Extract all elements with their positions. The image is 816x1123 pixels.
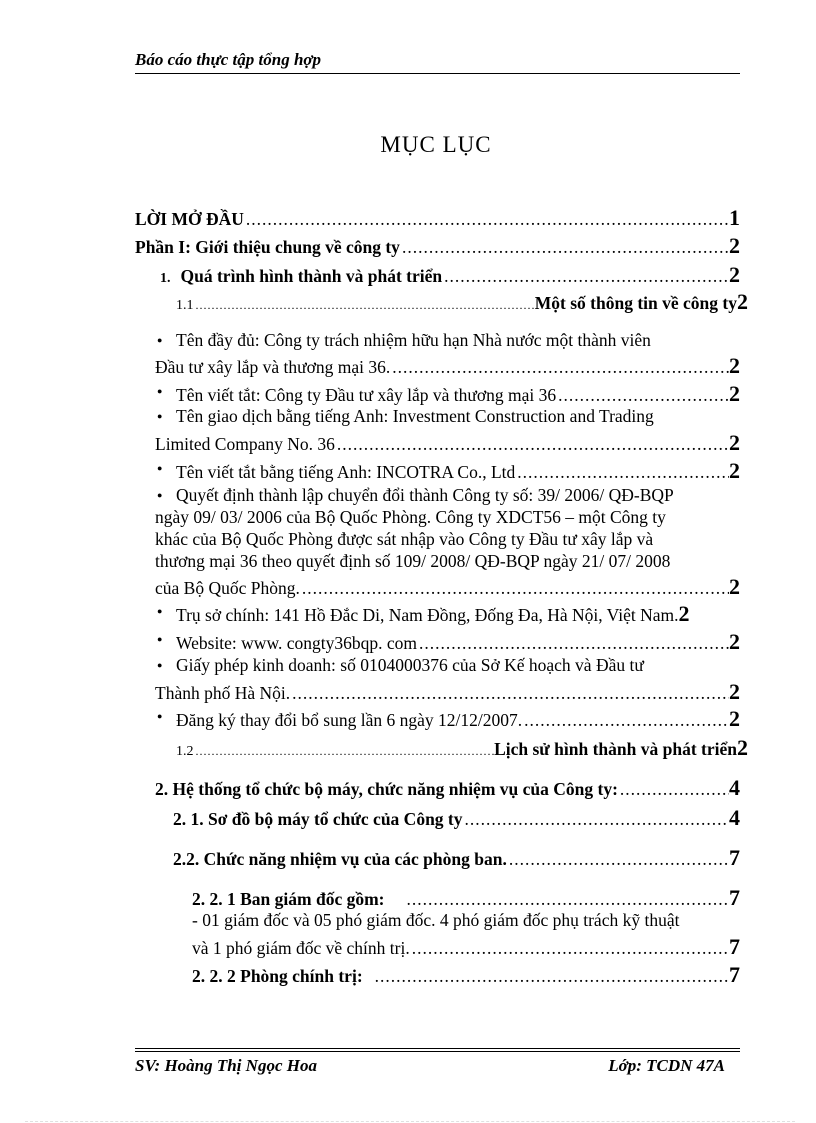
- toc-entry-headquarters[interactable]: [176, 601, 745, 627]
- toc-entry-part-1[interactable]: [135, 233, 740, 259]
- toc-entry-2-2-2[interactable]: [192, 962, 740, 988]
- toc-entry-2-2[interactable]: [173, 845, 740, 871]
- toc-entry-label: LỜI MỞ ĐẦU: [135, 209, 244, 229]
- page-header: Báo cáo thực tập tổng hợp: [135, 50, 740, 74]
- leader-dots: [244, 209, 729, 230]
- toc-entry-label: 2.2. Chức năng nhiệm vụ của các phòng ban.: [173, 849, 507, 869]
- toc-bullet-line: ● Tên đầy đủ: Công ty trách nhiệm hữu hạn Nhà nước một thành viên: [176, 330, 651, 351]
- toc-entry-decision[interactable]: [155, 574, 740, 600]
- leader-dots: [400, 237, 729, 258]
- toc-text-line: khác của Bộ Quốc Phòng được sát nhập vào Công ty Đầu tư xây lắp và: [155, 529, 654, 549]
- toc-entry-label: Limited Company No. 36: [155, 434, 335, 454]
- leader-dots: [390, 357, 729, 378]
- toc-page-number: 2: [729, 381, 740, 406]
- leader-dots: [515, 462, 729, 483]
- toc-entry-website[interactable]: [176, 629, 740, 655]
- toc-entry-intro[interactable]: [135, 205, 740, 231]
- toc-page-number: 7: [729, 962, 740, 987]
- toc-text-line: ngày 09/ 03/ 2006 của Bộ Quốc Phòng. Công ty XDCT56 – một Công ty: [155, 507, 666, 527]
- toc-entry-label: Một số thông tin về công ty: [534, 293, 737, 313]
- toc-page-number: 2: [729, 629, 740, 654]
- page-edge: [25, 1121, 795, 1122]
- leader-dots: [194, 744, 495, 759]
- toc-page-number: 2: [729, 574, 740, 599]
- toc-bullet-line: ● Tên giao dịch bằng tiếng Anh: Investment Construction and Trading: [176, 406, 654, 427]
- toc-page-number: 2: [678, 601, 690, 626]
- leader-dots: [405, 889, 730, 910]
- toc-entry-1-1[interactable]: [176, 289, 748, 315]
- toc-entry-license[interactable]: [155, 679, 740, 705]
- toc-bullet-line: ● Giấy phép kinh doanh: số 0104000376 của Sở Kế hoạch và Đầu tư: [176, 655, 644, 676]
- toc-page-number: 2: [729, 233, 740, 258]
- toc-entry-label: 2. 1. Sơ đồ bộ máy tổ chức của Công ty: [173, 809, 463, 829]
- toc-entry-label: ● Trụ sở chính: 141 Hồ Đắc Di, Nam Đồng, Đống Đa, Hà Nội, Việt Nam.: [176, 605, 679, 625]
- toc-entry-english-name[interactable]: [155, 430, 740, 456]
- toc-page-number: 2: [729, 458, 740, 483]
- toc-entry-label: 2. 2. 2 Phòng chính trị:: [192, 966, 363, 986]
- toc-page-number: 2: [729, 679, 740, 704]
- toc-page-number: 2: [737, 735, 748, 760]
- class-name: Lớp: TCDN 47A: [608, 1056, 725, 1075]
- toc-entry-number: 1.: [160, 271, 171, 286]
- toc-entry-label: Thành phố Hà Nội.: [155, 683, 291, 703]
- toc-text-line: thương mại 36 theo quyết định số 109/ 2008/ QĐ-BQP ngày 21/ 07/ 2008: [155, 551, 671, 571]
- toc-entry-short-name[interactable]: [176, 381, 740, 407]
- toc-entry-label: 2. Hệ thống tổ chức bộ máy, chức năng nhiệm vụ của Công ty:: [155, 779, 618, 799]
- toc-entry-label: và 1 phó giám đốc về chính trị.: [192, 938, 410, 958]
- toc-entry-number: 1.1: [176, 298, 194, 313]
- toc-entry-label: 2. 2. 1 Ban giám đốc gồm:: [192, 889, 385, 909]
- leader-dots: [507, 849, 729, 870]
- toc-entry-label: của Bộ Quốc Phòng.: [155, 578, 300, 598]
- toc-page-number: 7: [729, 934, 740, 959]
- leader-dots: [556, 385, 729, 406]
- toc-entry-label: Phần I: Giới thiệu chung về công ty: [135, 237, 400, 257]
- toc-page-number: 7: [729, 885, 740, 910]
- toc-entry-label: Quá trình hình thành và phát triển: [180, 266, 443, 286]
- toc-page-number: 2: [729, 706, 740, 731]
- leader-dots: [442, 266, 729, 287]
- toc-page-number: 7: [729, 845, 740, 870]
- toc-entry-directors[interactable]: [192, 934, 740, 960]
- toc-bullet-line: ● Quyết định thành lập chuyển đổi thành Công ty số: 39/ 2006/ QĐ-BQP: [176, 485, 674, 506]
- leader-dots: [373, 966, 729, 987]
- toc-page-number: 4: [729, 775, 740, 800]
- toc-page-number: 2: [737, 289, 748, 314]
- toc-entry-number: 1.2: [176, 744, 194, 759]
- toc-entry-section-1[interactable]: [160, 262, 740, 288]
- toc-entry-label: Lịch sử hình thành và phát triển: [494, 739, 737, 759]
- toc-entry-label: ● Tên viết tắt bằng tiếng Anh: INCOTRA Co., Ltd: [176, 462, 516, 482]
- toc-page-number: 2: [729, 353, 740, 378]
- toc-entry-registration[interactable]: [176, 706, 740, 732]
- toc-entry-1-2[interactable]: [176, 735, 748, 761]
- leader-dots: [417, 633, 729, 654]
- leader-dots: [410, 938, 729, 959]
- toc-entry-label: ● Tên viết tắt: Công ty Đầu tư xây lắp và thương mại 36: [176, 385, 557, 405]
- toc-entry-english-short[interactable]: [176, 458, 740, 484]
- toc-page-number: 2: [729, 262, 740, 287]
- leader-dots: [300, 578, 729, 599]
- page-footer: [135, 1048, 740, 1076]
- toc-entry-2-1[interactable]: [173, 805, 740, 831]
- toc-entry-label: ● Đăng ký thay đổi bổ sung lần 6 ngày 12/12/2007.: [176, 710, 523, 730]
- toc-page-number: 4: [729, 805, 740, 830]
- toc-entry-label: Đầu tư xây lắp và thương mại 36.: [155, 357, 391, 377]
- toc-page-number: 2: [729, 430, 740, 455]
- page-title: MỤC LỤC: [380, 132, 492, 157]
- toc-entry-full-name[interactable]: [155, 353, 740, 379]
- toc-entry-label: ● Website: www. congty36bqp. com: [176, 633, 417, 653]
- toc-entry-2-2-1[interactable]: [192, 885, 740, 911]
- leader-dots: [335, 434, 729, 455]
- toc-page-number: 1: [729, 205, 740, 230]
- leader-dots: [618, 779, 729, 800]
- leader-dots: [194, 298, 535, 313]
- toc-entry-section-2[interactable]: [155, 775, 740, 801]
- leader-dots: [522, 710, 729, 731]
- leader-dots: [463, 809, 729, 830]
- toc-text-line: - 01 giám đốc và 05 phó giám đốc. 4 phó giám đốc phụ trách kỹ thuật: [192, 910, 680, 930]
- student-name: SV: Hoàng Thị Ngọc Hoa: [135, 1056, 317, 1075]
- leader-dots: [290, 683, 729, 704]
